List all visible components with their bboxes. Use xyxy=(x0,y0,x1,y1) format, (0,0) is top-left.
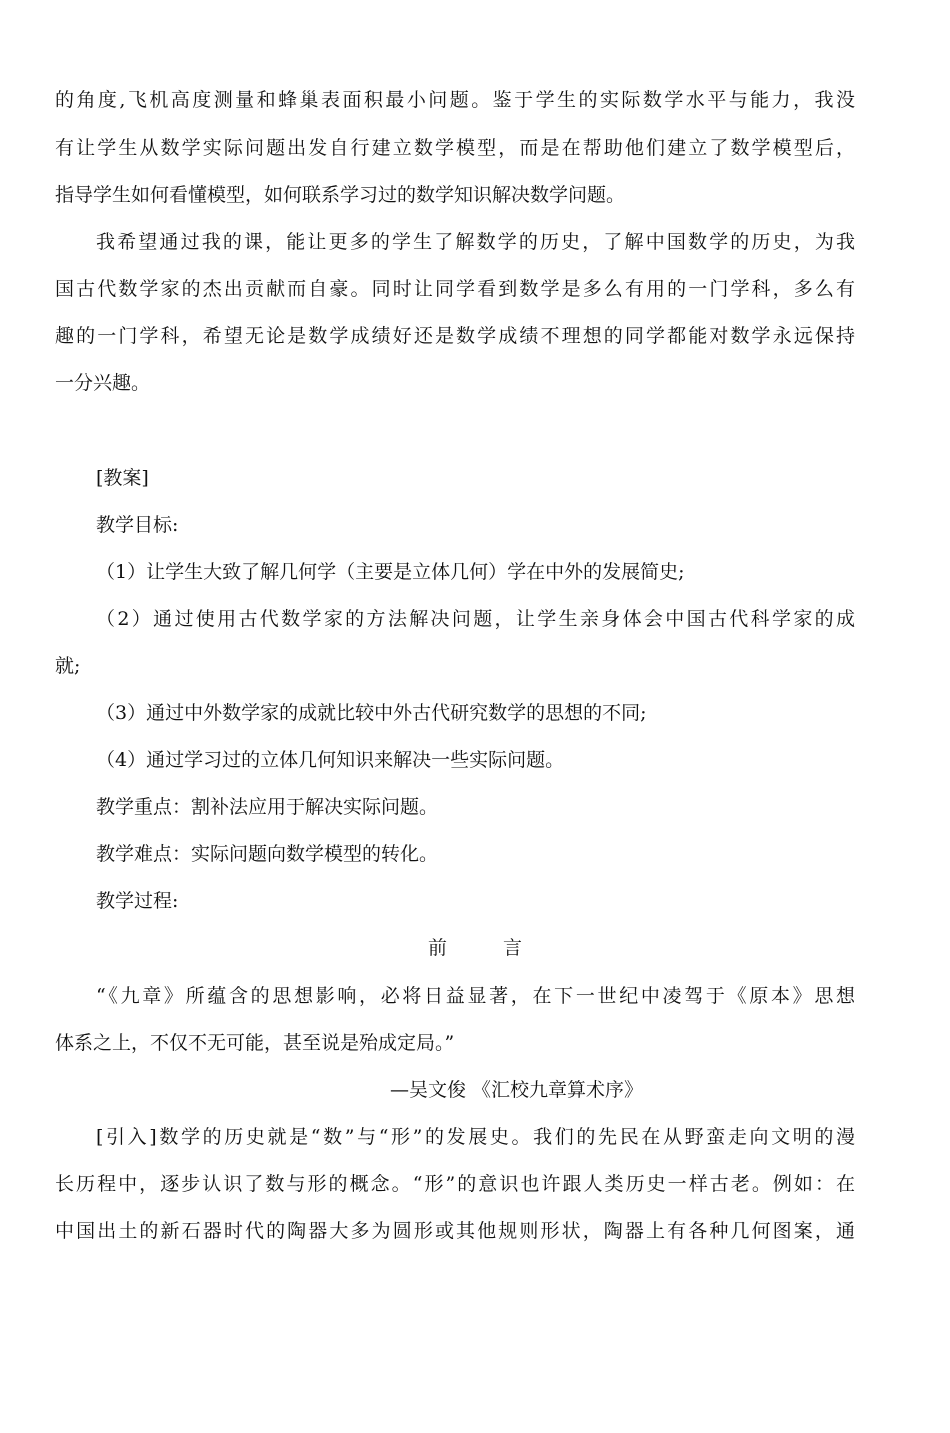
preface-title: 前言 xyxy=(427,937,578,959)
lesson-plan-heading: [教案] xyxy=(96,467,149,489)
intro-line-1: [引入]数学的历史就是“数”与“形”的发展史。我们的先民在从野蛮走向文明的漫 xyxy=(96,1126,855,1148)
paragraph-2-line-3: 趣的一门学科，希望无论是数学成绩好还是数学成绩不理想的同学都能对数学永远保持 xyxy=(55,325,855,347)
paragraph-1-line-1: 的角度,飞机高度测量和蜂巢表面积最小问题。鉴于学生的实际数学水平与能力，我没 xyxy=(55,89,855,111)
paragraph-2-line-1: 我希望通过我的课，能让更多的学生了解数学的历史，了解中国数学的历史，为我 xyxy=(96,231,855,253)
objective-1: （1）让学生大致了解几何学（主要是立体几何）学在中外的发展简史; xyxy=(96,561,685,583)
objective-2-line-2: 就; xyxy=(55,655,81,677)
quote-attribution: —吴文俊 《汇校九章算术序》 xyxy=(390,1079,644,1101)
intro-line-2: 长历程中，逐步认识了数与形的概念。“形”的意识也许跟人类历史一样古老。例如：在 xyxy=(55,1173,855,1195)
objective-4: （4）通过学习过的立体几何知识来解决一些实际问题。 xyxy=(96,749,565,771)
paragraph-2-line-2: 国古代数学家的杰出贡献而自豪。同时让同学看到数学是多么有用的一门学科，多么有 xyxy=(55,278,855,300)
paragraph-1-line-3: 指导学生如何看懂模型，如何联系学习过的数学知识解决数学问题。 xyxy=(55,184,626,206)
quote-line-2: 体系之上，不仅不无可能，甚至说是殆成定局。” xyxy=(55,1032,455,1054)
paragraph-1-line-2: 有让学生从数学实际问题出发自行建立数学模型，而是在帮助他们建立了数学模型后， xyxy=(55,137,855,159)
objective-2-line-1: （2）通过使用古代数学家的方法解决问题，让学生亲身体会中国古代科学家的成 xyxy=(96,608,855,630)
paragraph-2-line-4: 一分兴趣。 xyxy=(55,372,151,394)
process-label: 教学过程: xyxy=(96,890,179,912)
key-point: 教学重点：割补法应用于解决实际问题。 xyxy=(96,796,439,818)
difficulty: 教学难点：实际问题向数学模型的转化。 xyxy=(96,843,439,865)
objectives-label: 教学目标: xyxy=(96,514,179,536)
intro-line-3: 中国出土的新石器时代的陶器大多为圆形或其他规则形状，陶器上有各种几何图案，通 xyxy=(55,1220,855,1242)
objective-3: （3）通过中外数学家的成就比较中外古代研究数学的思想的不同; xyxy=(96,702,647,724)
quote-line-1: “《九章》所蕴含的思想影响，必将日益显著，在下一世纪中凌驾于《原本》思想 xyxy=(96,985,855,1007)
